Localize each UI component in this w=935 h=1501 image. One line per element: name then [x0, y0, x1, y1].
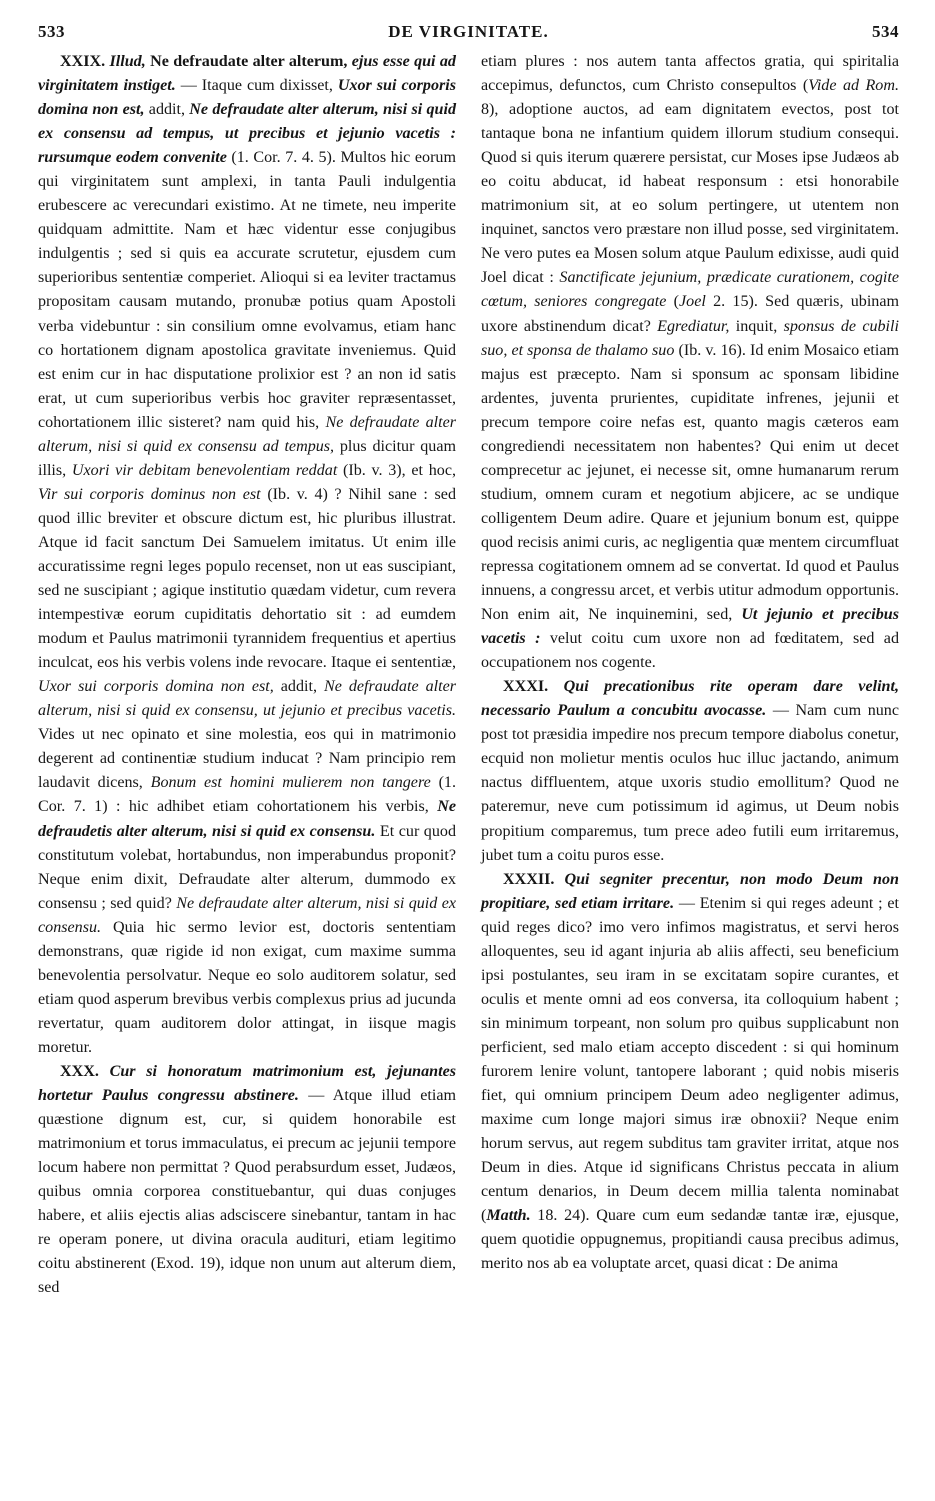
text-columns: [38, 50, 899, 1300]
section-heading: Cur si honoratum matrimonium est, jejunantes hortetur Paulus congressu abstinere.: [38, 1062, 456, 1105]
section-heading: Illud,: [109, 53, 146, 70]
section-number: XXIX.: [60, 53, 110, 70]
text-run: — Etenim si qui reges adeunt ; et quid reges dico? imo vero infimos magistratus, et servi heros alloquentes, seu id agant injuria ab aliis affecti, seu beneficium ipsi postulantes, seu iram in se excitatam sopire curantes, et oculis et mente omni ad eos conversa, ita colloquium habent ; sin minimum torpeant, non solum pro quibus supplicabunt non perficient, sed malo etiam accepto discedent : si qui hominum furorem lenire volunt, tantopere laborant ; quid nobis miseris fiet, qui omnium principem Deum adeo negligenter adimus, maxime cum longe majori simus iræ obnoxii? Neque enim horum servus, aut regem subditus tam graviter irritat, atque nos Deum in dies. Atque id significans Christus peccata in alium centum denarios, in Deum decem millia talenta nominabat (: [481, 894, 899, 1225]
text-run: (1. Cor. 7. 4. 5). Multos hic eorum qui virginitatem sunt amplexi, in tanta Pauli indulgentia erubescere ac verecundari existimo. At ne timete, neu imperite quidquam admittite. Nam et hæc videntur esse conjugibus indulgentis ; sed si quis ea accurate scrutetur, ejusdem cum superioribus sententiæ comperiet. Alioqui si ea leviter tractamus propositam causam mutando, pronubæ potius quam Apostoli verba videbuntur : sin consilium omne evolvamus, etiam hanc co hortationem dignam apostolica gravitate inveniemus. Quid est enim cur in hac disputatione prolixior est ? an non id satis erat, ut cum superioribus verbis hoc graviter repræsentasset, cohortationem illic sisteret? nam quid his,: [38, 149, 456, 431]
running-title: DE VIRGINITATE.: [388, 22, 549, 41]
section-heading: ejus esse qui ad virginitatem instiget.: [38, 53, 456, 95]
text-run: Joel: [679, 293, 706, 311]
section-heading: Qui precationibus rite operam dare velint, necessario Paulum a concubitu avocasse.: [481, 678, 899, 720]
text-run: Uxor sui corporis domina non est,: [38, 678, 274, 696]
text-run: Vides ut nec opinato et sine molestia, eos qui in matrimonio degerent ad continentiæ studium inducat ? Nam principio rem laudavit dicens,: [38, 726, 456, 792]
text-run: — Atque illud etiam quæstione dignum est, cur, si quidem honorabile est matrimonium et torus immaculatus, ei precum ac jejunii tempore locum habere non permittat ? Quod perabsurdum esset, Judæos, quibus omnia corporea constituebantur, qui duas conjuges habere, et aliis ejectis alias adsciscere sinebantur, tantam in hac re operam ponere, ut divina oracula audituri, etiam legitimo coitu abstinerent (Exod. 19), idque non unum aut alterum diem, sed: [38, 1087, 456, 1297]
text-run: sponsus de cubili suo, et sponsa de thalamo suo: [481, 317, 899, 359]
paragraph-sec31: [481, 675, 899, 867]
text-run: Ne defraudate alter alterum, nisi si quid ex consensu, ut jejunio et precibus vacetis.: [38, 678, 456, 720]
text-run: Uxori vir debitam benevolentiam reddat: [71, 461, 338, 479]
page-header: [38, 22, 899, 48]
section-heading: Ne defraudetis alter alterum, nisi si quid ex consensu.: [38, 798, 456, 840]
text-run: Vir sui corporis dominus non est: [38, 485, 261, 503]
text-run: etiam plures : nos autem tanta affectos gratia, qui spiritalia accepimus, defunctos, cum Christo consepultos (: [481, 53, 899, 95]
text-run: 2. 15). Sed quæris, ubinam uxore abstinendum dicat?: [481, 293, 899, 335]
paragraph-sec30: [38, 1060, 456, 1300]
text-run: Ne defraudate alter alterum, nisi si quid ex consensu ad tempus,: [38, 413, 457, 455]
left-column: [38, 50, 456, 1300]
section-number: XXX.: [60, 1062, 110, 1080]
text-run: addit,: [273, 678, 324, 696]
right-column: [481, 50, 899, 1300]
text-run: Vide ad Rom.: [808, 77, 899, 95]
text-run: Bonum est homini mulierem non tangere: [150, 774, 431, 792]
text-run: (Ib. v. 3), et hoc,: [337, 461, 456, 479]
text-run: Quia hic sermo levior est, doctoris sententiam demonstrans, quæ rigide id non exigat, cum maxime summa benevolentia persolvatur. Neque eo solo auditorem solatur, sed etiam quod asperum brevibus verbis complexus prius ad jucunda revertatur, quam auditorem dolor attingat, in iisque magis moretur.: [38, 918, 456, 1056]
text-run: 8), adoptione auctos, ad eam dignitatem evectos, post tot tantaque bona ne infantium quidem illorum studium consequi. Quod si quis iterum quærere persistat, cur Moses ipse Judæos ab eo coitu abducat, id habeat responsum : etsi honorabile matrimonium sit, at eo solum pertingere, ut utentem non inquinet, sanctos vero præstare non illud posse, sed virginitatem. Ne vero putes ea Mosen solum atque Paulum edixisse, audi quid Joel dicat :: [481, 101, 899, 287]
text-run: (Ib. v. 16). Id enim Mosaico etiam majus est præcepto. Nam si sponsum ac sponsam libidine ardentes, juventa prurientes, cupiditate infrenes, jejunii et precum tempore coire nefas est, quanto magis cæteros eam congrediendi necessitatem non habentes? Qui enim ut decet comprecetur ac jejunet, ei necesse sit, omne humanarum rerum studium, omnem curam et negotium abjicere, ac se undique colligentem Deum adire. Quare et jejunium bonum est, quippe quod recisis animi curis, ac negligentia quæ mentem circumfluat repressa cogitationem omnem ad se convertat. Id quod et Paulus innuens, a congressu arcet, et verbis utitur admodum opportunis. Non enim ait, Ne inquinemini, sed,: [481, 341, 900, 624]
left-page-number: 533: [38, 22, 65, 41]
section-number: XXXI.: [503, 678, 564, 696]
section-heading: Matth.: [486, 1207, 531, 1225]
section-heading: Ne defraudate alter alterum, nisi si quid ex consensu ad tempus, ut precibus et jejunio vacetis : rursumque eodem convenite: [38, 101, 456, 167]
section-number: XXXII.: [503, 870, 565, 888]
text-run: (Ib. v. 4) ? Nihil sane : sed quod illic breviter et obscure dictum est, hic pluribus illustrat. Atque id facit sanctum Dei Samuelem imitatus. Ut enim ille accuratissime regni leges populo recenset, non ut eas suscipiant, sed ne suscipiant ; agique institutio quædam videtur, cum revera intempestivæ eorum cupiditatis dehortatio sit : ad eumdem modum et Paulus matrimonii tyrannidem frequentius et apertius inculcat, eos his verbis volens inde revocare. Itaque ei sententiæ,: [38, 485, 456, 672]
text-run: — Itaque cum dixisset,: [175, 77, 338, 95]
section-heading: Ut jejunio et precibus vacetis :: [481, 606, 899, 648]
text-run: inquit,: [729, 317, 784, 335]
section-heading: Uxor sui corporis domina non est,: [38, 77, 456, 119]
right-page-number: 534: [871, 22, 899, 41]
text-run: Et cur quod constitutum volebat, hortabundus, non imperabundus proponit? Neque enim dixit, Defraudate alter alterum, dummodo ex consensu ; sed quid?: [38, 822, 456, 912]
text-run: Sanctificate jejunium, prædicate curationem, cogite cœtum, seniores congregate: [481, 269, 899, 311]
text-run: addit,: [144, 101, 190, 119]
section-number: Ne defraudate alter alterum,: [145, 53, 352, 70]
text-run: (1. Cor. 7. 1) : hic adhibet etiam cohortationem his verbis,: [38, 774, 456, 816]
text-run: (: [666, 293, 680, 311]
text-run: plus dicitur quam illis,: [38, 437, 456, 479]
paragraph-sec32: [481, 868, 899, 1277]
paragraph-sec30cont: [481, 50, 899, 675]
text-run: velut coitu cum uxore non ad fœditatem, sed ad occupationem nos cogente.: [481, 630, 899, 672]
text-run: — Nam cum nunc post tot præsidia impedire nos precum tempore diabolus conetur, ecquid non molietur mentis oculos huc illuc jactando, animum nactus diffluentem, atque uxoris studio emollitum? Quod ne pateremur, neve cum potissimum id agimus, ut Deum nobis propitium comparemus, tum prece adeo futili eum irritaremus, jubet tum a coitu puros esse.: [481, 702, 899, 864]
section-heading: Qui segniter precentur, non modo Deum non propitiare, sed etiam irritare.: [481, 870, 899, 912]
paragraph-sec29: [38, 50, 456, 1060]
text-run: Egrediatur,: [657, 317, 730, 335]
text-run: 18. 24). Quare cum eum sedandæ tantæ iræ, ejusque, quem quotidie oppugnemus, propitiandi causa precibus adimus, merito nos ab ea voluptate arcet, quasi dicat : De anima: [481, 1207, 899, 1273]
text-run: Ne defraudate alter alterum, nisi si quid ex consensu.: [38, 894, 456, 936]
